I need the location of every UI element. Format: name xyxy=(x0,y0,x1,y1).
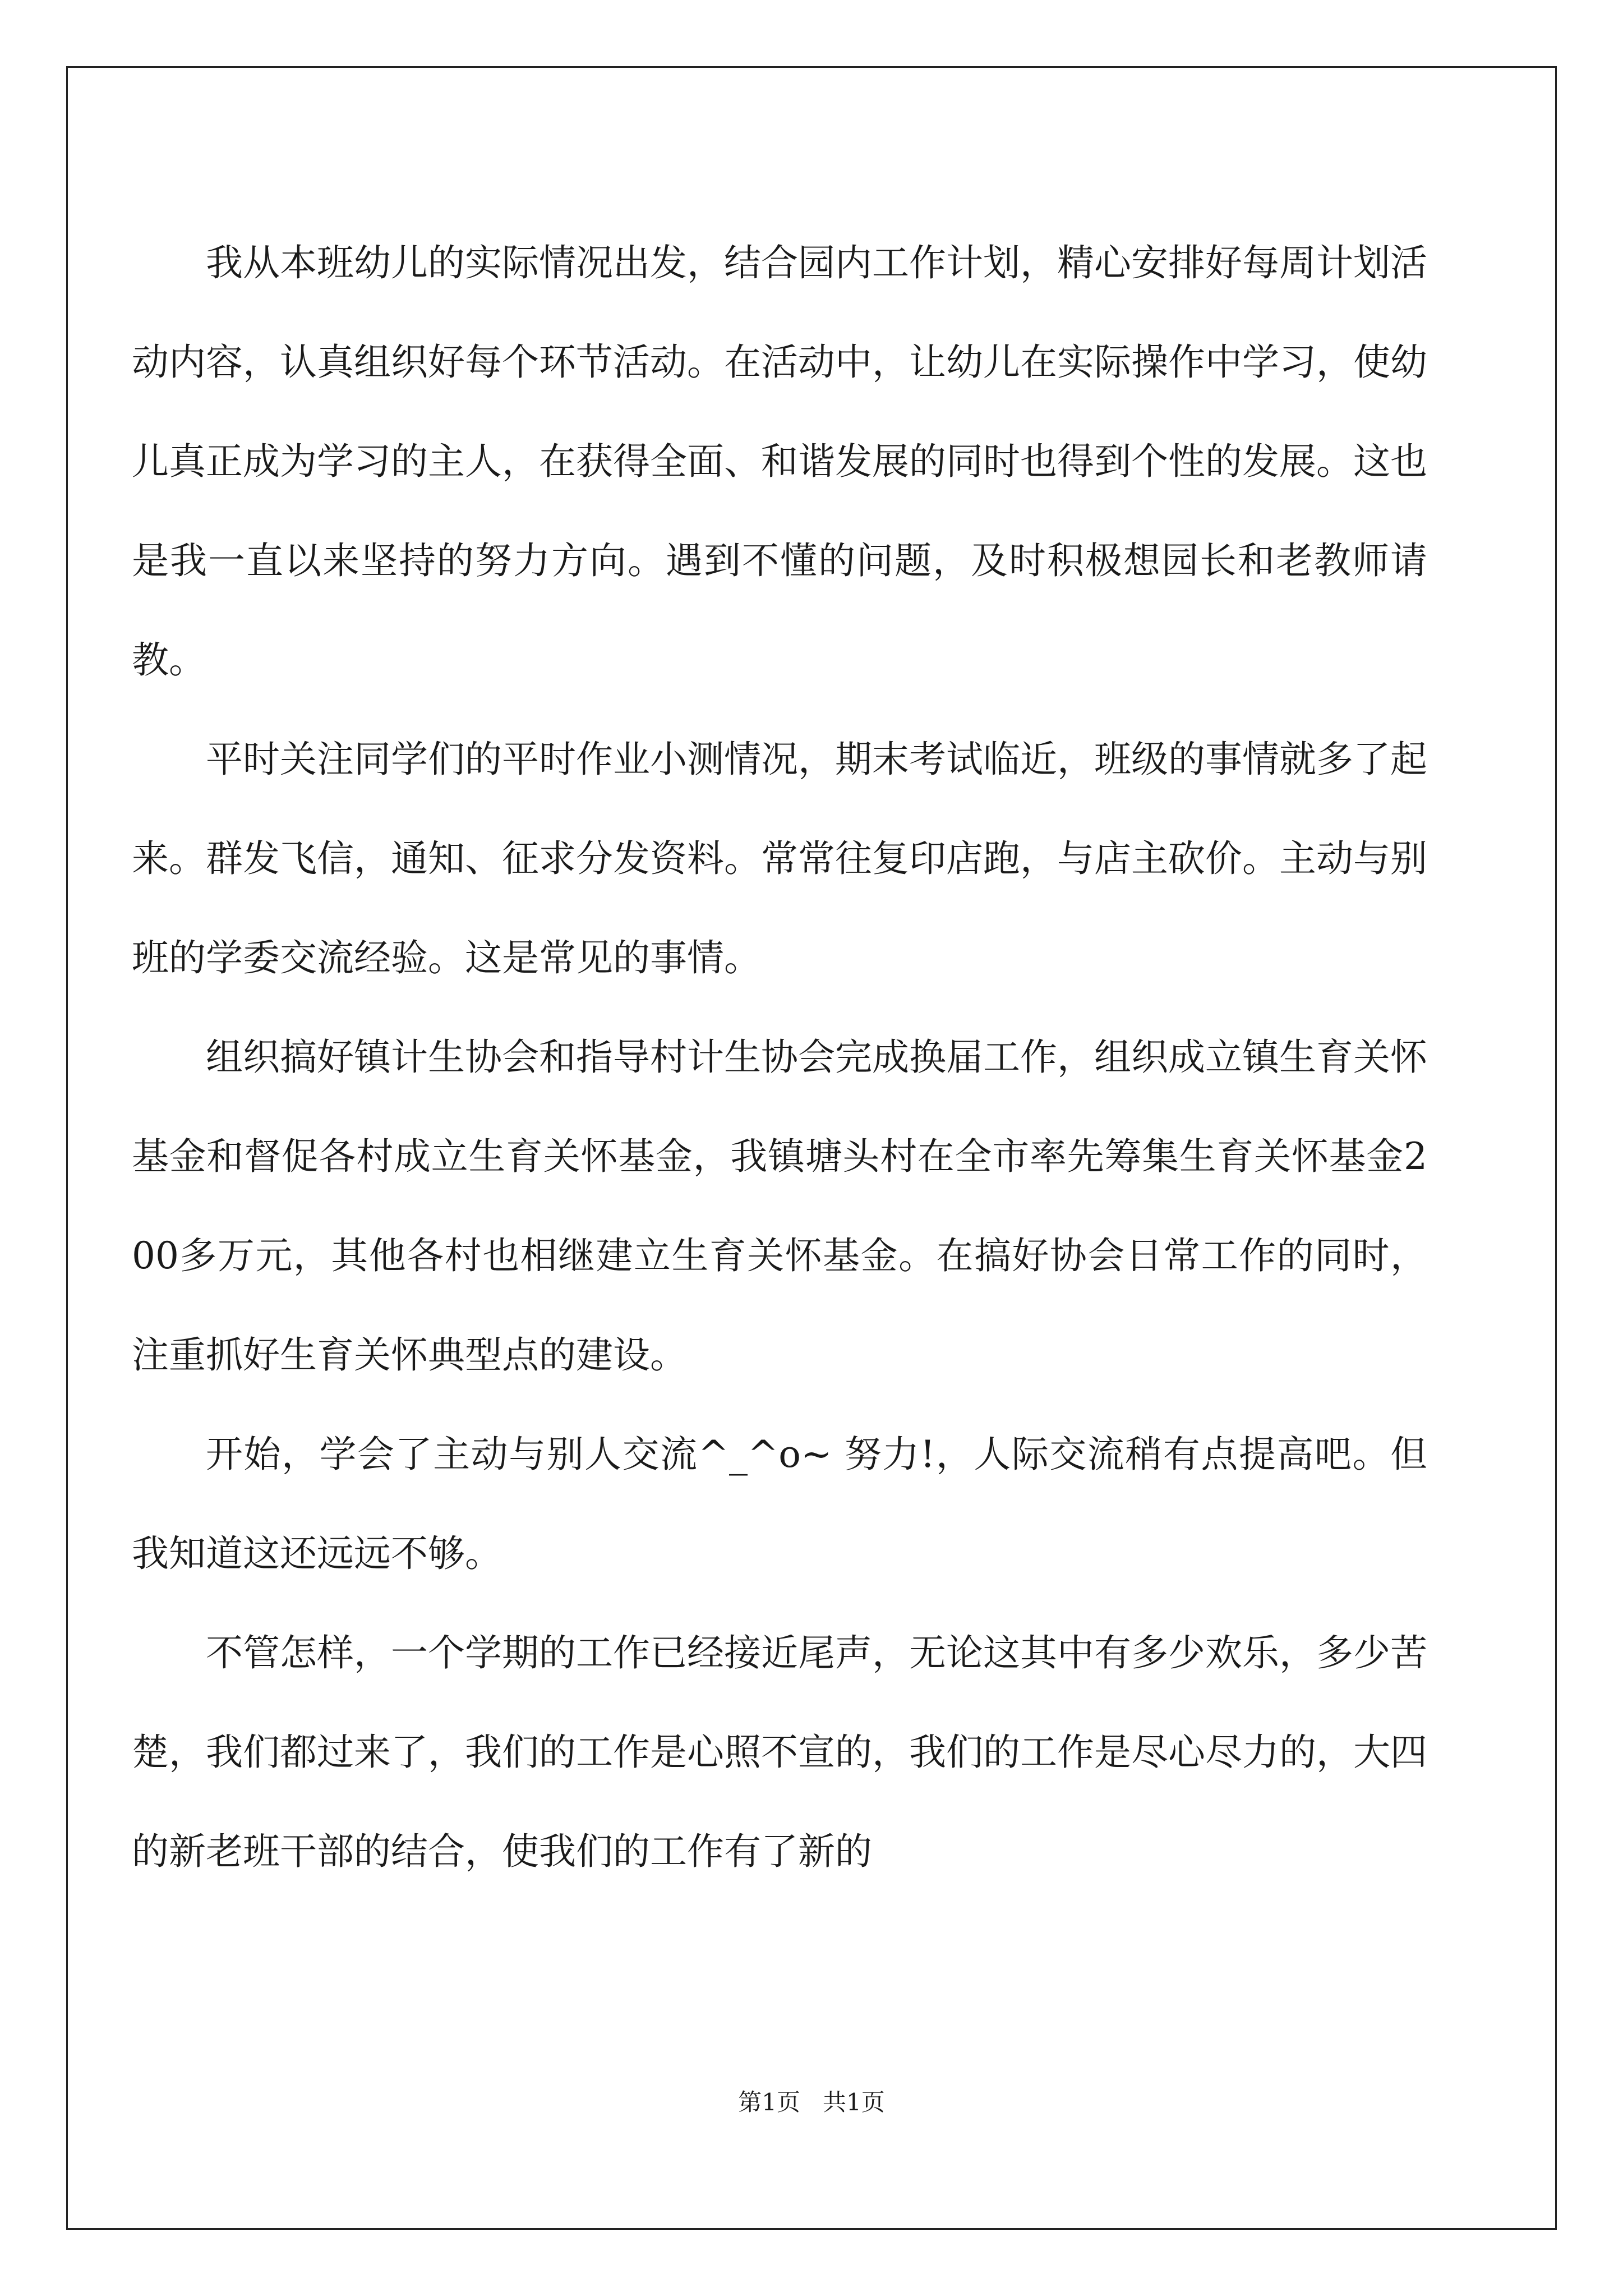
page-footer xyxy=(0,2086,1623,2119)
page-number: 第1页 xyxy=(738,2088,800,2116)
paragraph: 我从本班幼儿的实际情况出发，结合园内工作计划，精心安排好每周计划活动内容，认真组织好每个环节活动。在活动中，让幼儿在实际操作中学习，使幼儿真正成为学习的主人，在获得全面、和谐发展的同时也得到个性的发展。这也是我一直以来坚持的努力方向。遇到不懂的问题，及时积极想园长和老教师请教。 xyxy=(132,241,1427,682)
paragraph: 平时关注同学们的平时作业小测情况，期末考试临近，班级的事情就多了起来。群发飞信，通知、征求分发资料。常常往复印店跑，与店主砍价。主动与别班的学委交流经验。这是常见的事情。 xyxy=(132,738,1427,979)
page-total: 共1页 xyxy=(823,2088,885,2116)
paragraph: 组织搞好镇计生协会和指导村计生协会完成换届工作，组织成立镇生育关怀基金和督促各村成立生育关怀基金，我镇塘头村在全市率先筹集生育关怀基金200多万元，其他各村也相继建立生育关怀基金。在搞好协会日常工作的同时，注重抓好生育关怀典型点的建设。 xyxy=(132,1036,1427,1377)
document-body xyxy=(132,213,1427,1901)
paragraph: 不管怎样，一个学期的工作已经接近尾声，无论这其中有多少欢乐，多少苦楚，我们都过来了，我们的工作是心照不宣的，我们的工作是尽心尽力的，大四的新老班干部的结合，使我们的工作有了新的 xyxy=(132,1631,1427,1873)
paragraph: 开始，学会了主动与别人交流^_^o~ 努力!，人际交流稍有点提高吧。但我知道这还远远不够。 xyxy=(132,1433,1427,1575)
